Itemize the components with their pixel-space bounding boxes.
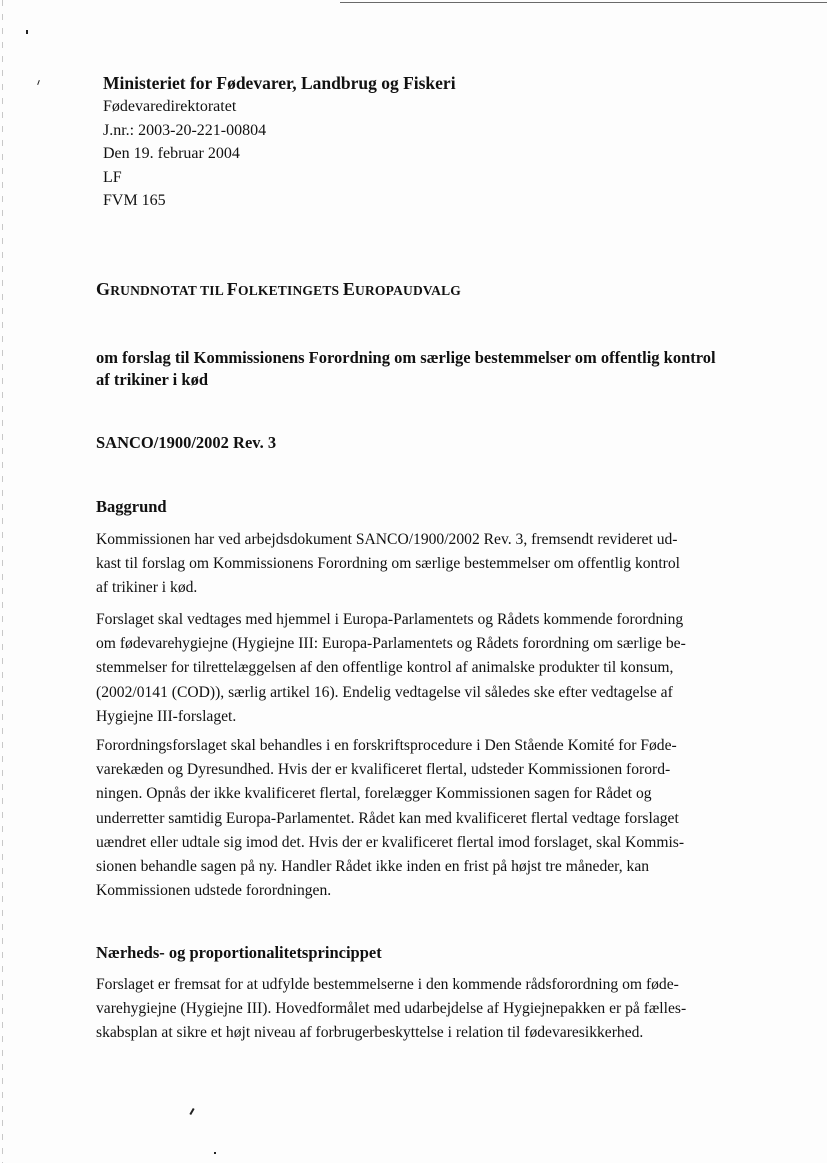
- journal-number: J.nr.: 2003-20-221-00804: [103, 121, 267, 139]
- subject-line: af trikiner i kød: [96, 370, 208, 389]
- text-line: Hygiejne III-forslaget.: [96, 707, 237, 725]
- reference-number: SANCO/1900/2002 Rev. 3: [96, 433, 277, 452]
- paragraph: [96, 973, 730, 1046]
- document-date: Den 19. februar 2004: [103, 145, 240, 163]
- ref-code: FVM 165: [103, 192, 166, 210]
- paragraph: [96, 734, 730, 903]
- text-line: uændret eller udtale sig imod det. Hvis der er kvalificeret flertal imod forslaget, skal Kommis-: [96, 833, 685, 851]
- text-line: underretter samtidig Europa-Parlamentet. Rådet kan med kvalificeret flertal vedtage forslaget: [96, 809, 679, 827]
- letterhead: [103, 72, 456, 212]
- text-line: skabsplan at sikre et højt niveau af forbrugerbeskyttelse i relation til fødevaresikkerhed.: [96, 1024, 644, 1042]
- text-line: Forslaget er fremsat for at udfylde bestemmelserne i den kommende rådsforordning om føde-: [96, 976, 679, 993]
- ministry-name: Ministeriet for Fødevarer, Landbrug og Fiskeri: [103, 73, 456, 93]
- scan-speck: [37, 80, 40, 85]
- title-smallcaps: RUNDNOTAT TIL: [110, 283, 227, 298]
- text-line: kast til forslag om Kommissionens Forordning om særlige bestemmelser om offentlig kontrol: [96, 555, 680, 573]
- text-line: af trikiner i kød.: [96, 579, 198, 597]
- scan-speck: [26, 30, 28, 34]
- subject-heading: [96, 347, 736, 391]
- text-line: Forslaget skal vedtages med hjemmel i Europa-Parlamentets og Rådets kommende forordning: [96, 611, 684, 628]
- section-heading-subsidiarity: Nærheds- og proportionalitetsprincippet: [96, 943, 382, 962]
- text-line: Forordningsforslaget skal behandles i en forskriftsprocedure i Den Stående Komité for Føde-: [96, 737, 677, 754]
- paragraph: [96, 608, 730, 729]
- author-initials: LF: [103, 168, 122, 186]
- text-line: stemmelser for tilrettelæggelsen af den offentlige kontrol af animalske produkter til konsum,: [96, 659, 674, 677]
- scan-edge-left: [2, 0, 3, 1163]
- paragraph: [96, 528, 730, 601]
- text-line: ningen. Opnås der ikke kvalificeret flertal, forelægger Kommissionen sagen for Rådet og: [96, 785, 652, 803]
- text-line: sionen behandle sagen på ny. Handler Rådet ikke inden en frist på højst tre måneder, kan: [96, 858, 650, 876]
- scan-speck: [189, 1108, 194, 1115]
- document-title: [96, 279, 461, 300]
- text-line: om fødevarehygiejne (Hygiejne III: Europa-Parlamentets og Rådets forordning om særlige be-: [96, 635, 686, 653]
- text-line: Kommissionen udstede forordningen.: [96, 882, 332, 900]
- text-line: Kommissionen har ved arbejdsdokument SANCO/1900/2002 Rev. 3, fremsendt revideret ud-: [96, 531, 678, 548]
- scan-edge-top: [340, 2, 827, 3]
- title-smallcaps: OLKETINGETS: [238, 283, 343, 298]
- scan-speck: [214, 1152, 216, 1154]
- subject-line: om forslag til Kommissionens Forordning om særlige bestemmelser om offentlig kontrol: [96, 348, 716, 367]
- title-smallcaps: UROPAUDVALG: [355, 283, 461, 298]
- title-cap: E: [342, 279, 356, 299]
- text-line: varehygiejne (Hygiejne III). Hovedformålet med udarbejdelse af Hygiejnepakken er på fælles-: [96, 1000, 687, 1018]
- text-line: varekæden og Dyresundhed. Hvis der er kvalificeret flertal, udsteder Kommissionen forord-: [96, 761, 671, 779]
- section-heading-background: Baggrund: [96, 497, 167, 516]
- title-cap: G: [96, 279, 111, 299]
- title-cap: F: [226, 279, 238, 299]
- directorate-name: Fødevaredirektoratet: [103, 98, 237, 116]
- text-line: (2002/0141 (COD)), særlig artikel 16). Endelig vedtagelse vil således ske efter vedtagelse af: [96, 683, 673, 701]
